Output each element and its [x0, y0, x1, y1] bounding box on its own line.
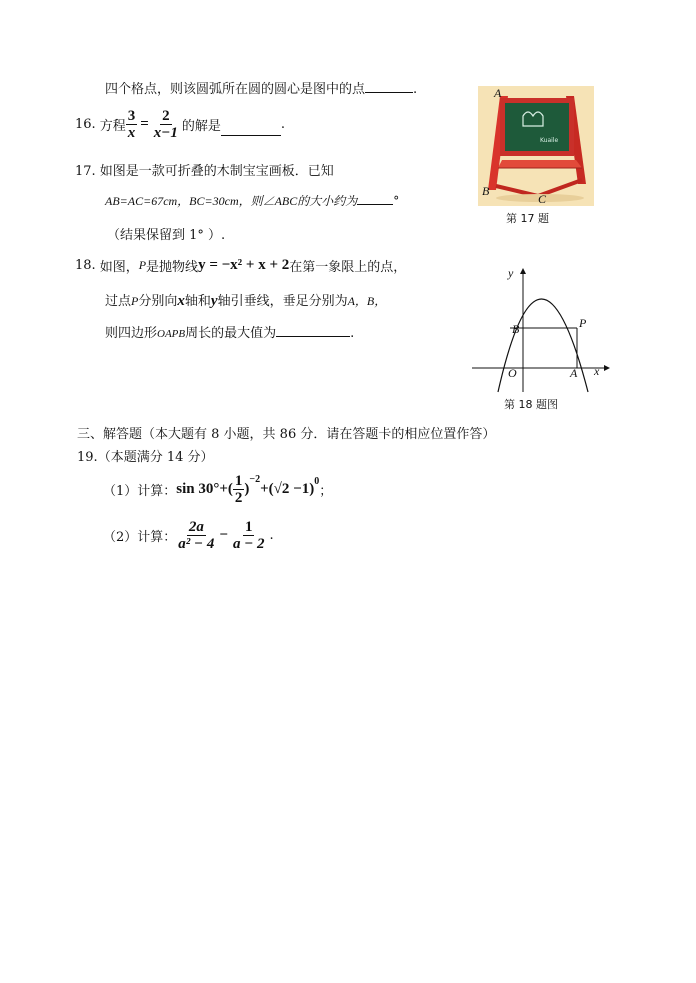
board-text: Kuaile	[540, 137, 559, 144]
question-17-line1	[75, 160, 334, 179]
q18-line1-b: 是抛物线	[146, 260, 199, 275]
q15-tail	[105, 78, 417, 97]
q17-answer-blank	[357, 192, 393, 205]
q19-number: 19.	[77, 450, 98, 465]
q19-p1-sin-term: sin 30°+(	[176, 480, 233, 497]
fig18-label-P: P	[579, 316, 587, 330]
figure-17-caption: 第 17 题	[506, 212, 549, 225]
q18-line3-a: 则四边形	[105, 326, 158, 341]
fig17-label-A: A	[494, 86, 502, 100]
fig18-label-x: x	[594, 364, 600, 378]
q18-line2-P: P	[131, 294, 139, 308]
q17-line3: （结果保留到 1° ）.	[107, 228, 226, 243]
q19-p2-label: （2）计算：	[103, 529, 177, 545]
q18-y-axis: y	[210, 293, 218, 309]
q17-number: 17.	[75, 164, 96, 179]
q16-f1-numerator: 3	[127, 107, 136, 124]
question-17-line3	[107, 224, 225, 243]
q15-text: 四个格点，则该圆弧所在圆的圆心是图中的点	[105, 82, 366, 97]
q19-p2-f2-den: a − 2	[232, 535, 265, 552]
q19-p2-fraction-2	[231, 519, 267, 552]
fig18-label-B: B	[512, 322, 520, 336]
question-18-line1	[75, 256, 406, 275]
question-18-line2	[105, 290, 386, 310]
q19-p1-label: （1）计算：	[103, 483, 177, 499]
q19-p2-f1-num: 2a	[188, 518, 204, 535]
figure-18-caption: 第 18 题图	[504, 398, 558, 411]
question-18-line3	[105, 322, 354, 341]
fig17-label-B: B	[482, 184, 490, 198]
q19-p1-frac-num: 1	[234, 472, 243, 489]
fig18-label-A: A	[570, 366, 578, 380]
q18-parabola-formula: y = −x² + x + 2	[198, 257, 290, 273]
q15-answer-blank	[365, 80, 413, 93]
q18-quadrilateral: OAPB	[157, 328, 186, 340]
parabola-graph	[470, 264, 610, 396]
q17-degree: °	[393, 194, 400, 208]
q16-prefix: 方程	[99, 118, 126, 134]
q19-part1	[103, 470, 332, 508]
q18-line2-c: 轴和	[184, 294, 211, 309]
q19-p1-exponent-1: −2	[249, 474, 261, 485]
q19-p1-exponent-2: 0	[314, 476, 320, 487]
q16-fraction-2	[152, 108, 180, 141]
q19-part2	[103, 514, 274, 556]
q18-line3-c: 周长的最大值为	[185, 326, 277, 341]
q16-f2-denominator: x−1	[153, 124, 178, 141]
q18-point-P: P	[138, 258, 147, 272]
q19-p2-f1-den: a² − 4	[178, 535, 215, 552]
q19-p1-close-paren: )	[244, 480, 250, 497]
q19-p2-f2-num: 1	[244, 518, 253, 535]
q19-p2-minus: −	[219, 526, 228, 543]
q18-line2-e: A，B，	[347, 294, 387, 308]
q19-p1-end: ；	[319, 483, 333, 499]
q18-line1-a: 如图，	[99, 260, 139, 275]
q19-p1-sqrt-term: +(√2 −1)	[260, 480, 315, 497]
q16-answer-blank	[221, 123, 281, 136]
q17-line2: AB=AC=67cm，BC=30cm，则∠ABC的大小约为	[105, 194, 358, 208]
question-17-line2	[105, 192, 399, 209]
q18-line2-d: 轴引垂线，垂足分别为	[217, 294, 348, 309]
q18-line2-a: 过点	[105, 294, 132, 309]
question-19-header	[77, 446, 214, 465]
fig18-label-O: O	[508, 366, 517, 380]
q16-end: .	[280, 116, 286, 132]
figure-17	[478, 86, 594, 206]
q16-fraction-1	[126, 108, 138, 141]
q19-title: （本题满分 14 分）	[97, 450, 214, 465]
section-3-title: 三、解答题（本大题有 8 小题，共 86 分．请在答题卡的相应位置作答）	[77, 427, 496, 442]
q18-line2-b: 分别向	[138, 294, 178, 309]
fig18-label-y: y	[508, 266, 514, 280]
q16-f2-numerator: 2	[162, 107, 170, 124]
q19-p1-fraction	[233, 473, 245, 506]
easel-illustration	[478, 86, 594, 206]
q18-end: .	[350, 326, 355, 341]
question-16	[75, 104, 285, 144]
q18-x-axis: x	[177, 293, 185, 309]
q19-p2-end: .	[269, 527, 274, 543]
q16-suffix: 的解是	[181, 118, 221, 134]
q16-equals: =	[140, 115, 149, 132]
q19-p2-fraction-1	[176, 519, 216, 552]
q18-number: 18.	[75, 258, 96, 273]
q18-answer-blank	[276, 324, 350, 337]
q16-f1-denominator: x	[127, 124, 136, 141]
q17-line1: 如图是一款可折叠的木制宝宝画板．已知	[99, 164, 334, 179]
fig17-label-C: C	[538, 192, 547, 206]
figure-18	[470, 264, 610, 396]
q18-line1-c: 在第一象限上的点，	[289, 260, 407, 275]
q19-p1-frac-den: 2	[234, 489, 243, 506]
q15-end: .	[413, 82, 418, 97]
q16-number: 16.	[75, 116, 96, 132]
